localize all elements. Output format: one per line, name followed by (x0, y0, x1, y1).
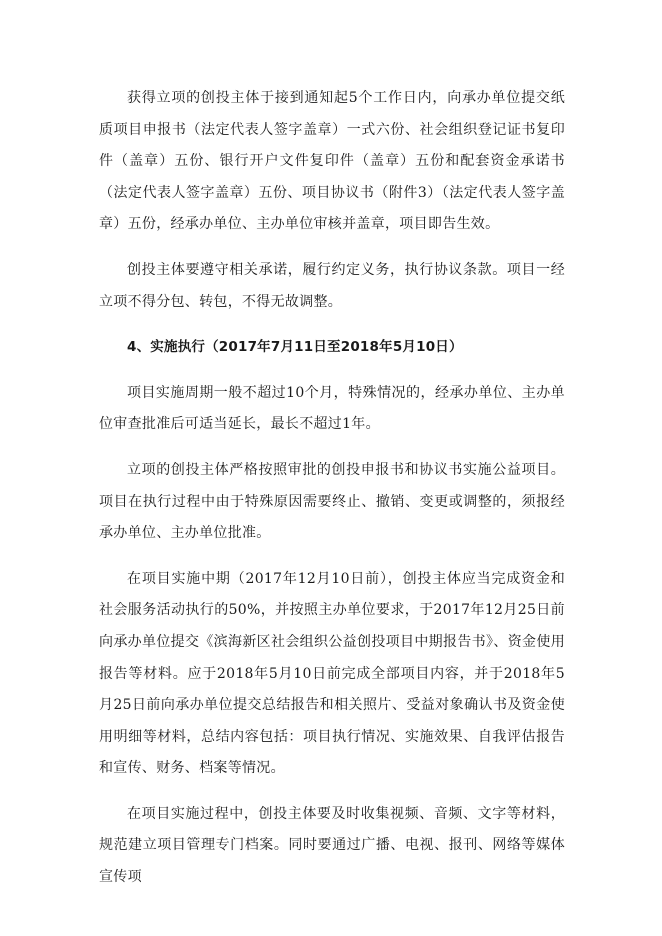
paragraph-midterm-report: 在项目实施中期（2017年12月10日前），创投主体应当完成资金和社会服务活动执行的50%，并按照主办单位要求，于2017年12月25日前向承办单位提交《滨海新区社会组织公益创投项目中期报告书》、资金使用报告等材料。应于2018年5月10日前完成全部项目内容，并于2018年5月25日前向承办单位提交总结报告和相关照片、受益对象确认书及资金使用明细等材料，总结内容包括：项目执行情况、实施效果、自我评估报告和宣传、财务、档案等情况。 (99, 570, 565, 777)
paragraph-submission-requirements: 获得立项的创投主体于接到通知起5个工作日内，向承办单位提交纸质项目申报书（法定代表人签字盖章）一式六份、社会组织登记证书复印件（盖章）五份、银行开户文件复印件（盖章）五份和配套资金承诺书（法定代表人签字盖章）五份、项目协议书（附件3）（法定代表人签字盖章）五份，经承办单位、主办单位审核并盖章，项目即告生效。 (99, 90, 565, 233)
document-page (99, 83, 565, 894)
paragraph-archive-publicity: 在项目实施过程中，创投主体要及时收集视频、音频、文字等材料，规范建立项目管理专门档案。同时要通过广播、电视、报刊、网络等媒体宣传项 (99, 805, 565, 886)
section-heading-implementation: 4、实施执行（2017年7月11日至2018年5月10日） (127, 339, 463, 356)
paragraph-commitments: 创投主体要遵守相关承诺，履行约定义务，执行协议条款。项目一经立项不得分包、转包，不得无故调整。 (99, 261, 565, 310)
paragraph-approved-implementation: 立项的创投主体严格按照审批的创投申报书和协议书实施公益项目。项目在执行过程中由于特殊原因需要终止、撤销、变更或调整的，须报经承办单位、主办单位批准。 (99, 461, 565, 542)
paragraph-implementation-period: 项目实施周期一般不超过10个月，特殊情况的，经承办单位、主办单位审查批准后可适当延长，最长不超过1年。 (99, 384, 565, 433)
